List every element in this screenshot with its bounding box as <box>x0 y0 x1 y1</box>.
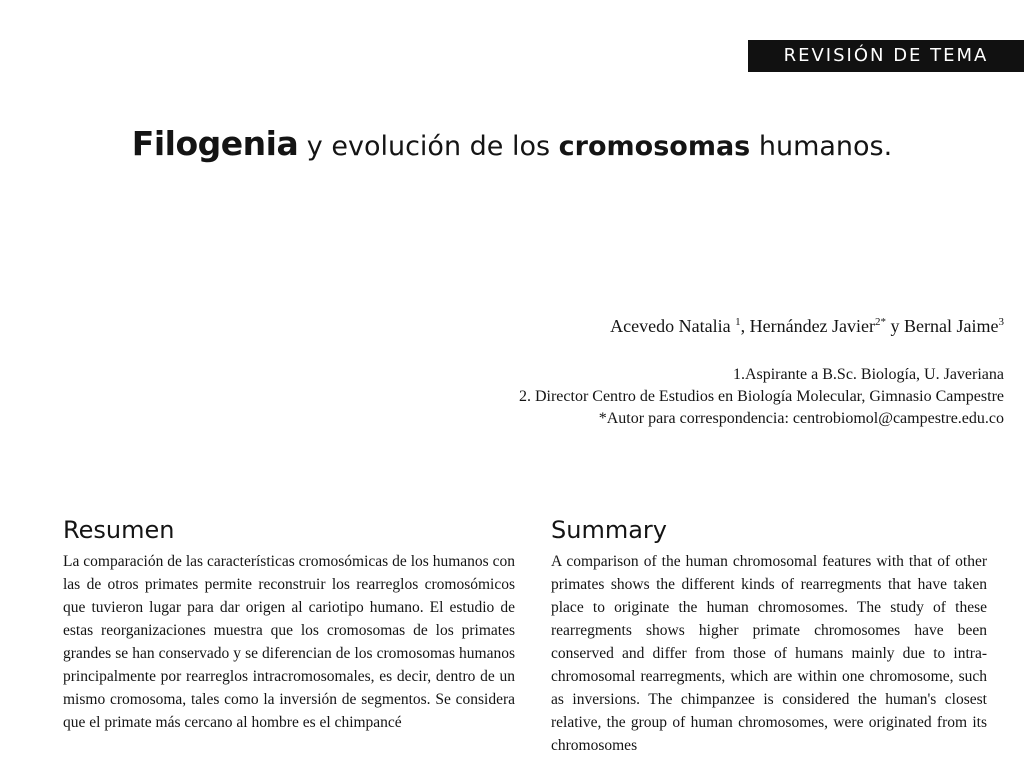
section-label: REVISIÓN DE TEMA <box>748 40 1024 72</box>
affiliations-block <box>519 364 1004 430</box>
author-bernal: y Bernal Jaime <box>886 316 999 336</box>
author-acevedo-affiliation-mark: 1 <box>735 316 741 328</box>
resumen-column <box>63 514 515 734</box>
article-title <box>0 124 1024 163</box>
title-part-filogenia: Filogenia <box>131 124 299 163</box>
affiliation-1: 1.Aspirante a B.Sc. Biología, U. Javeriana <box>732 366 1004 383</box>
affiliation-2: 2. Director Centro de Estudios en Biología Molecular, Gimnasio Campestre <box>518 388 1004 405</box>
summary-column <box>551 514 987 757</box>
summary-heading: Summary <box>551 516 667 544</box>
author-hernandez: , Hernández Javier <box>740 316 876 336</box>
title-part-humanos: humanos. <box>750 131 893 162</box>
resumen-heading: Resumen <box>63 516 175 544</box>
resumen-text: La comparación de las características cromosómicas de los humanos con las de otros primates permite reconstruir los rearreglos cromosómicos que tuvieron lugar para dar origen al cariotipo humano. El estudio de estas reorganizaciones muestra que los cromosomas de los primates grandes se han conservado y se diferencian de los cromosomas humanos principalmente por rearreglos intracromosomales, es decir, dentro de un mismo cromosoma, tales como la inversión de segmentos. Se considera que el primate más cercano al hombre es el chimpancé <box>63 553 515 731</box>
author-hernandez-affiliation-mark: 2* <box>875 316 887 328</box>
author-list <box>610 316 1004 337</box>
author-acevedo: Acevedo Natalia <box>610 316 736 336</box>
summary-text: A comparison of the human chromosomal features with that of other primates shows the different kinds of rearregments that have taken place to originate the human chromosomes. The study of these rearregments shows higher primate chromosomes have been conserved and differ from those of humans mainly due to intra-chromosomal rearregments, which are within one chromosome, such as inversions. The chimpanzee is considered the human's closest relative, the group of human chromosomes, were originated from its chromosomes <box>551 553 987 754</box>
title-part-cromosomas: cromosomas <box>558 131 751 162</box>
correspondence-note: *Autor para correspondencia: centrobiomol@campestre.edu.co <box>598 410 1004 427</box>
title-part-evolucion: y evolución de los <box>298 131 559 162</box>
author-bernal-affiliation-mark: 3 <box>998 316 1004 328</box>
